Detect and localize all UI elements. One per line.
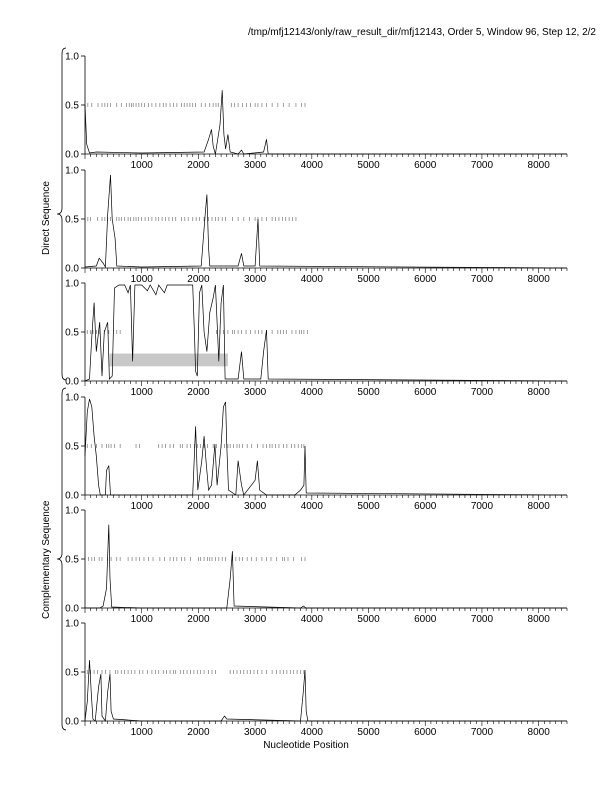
x-tick-label: 2000 (187, 160, 210, 171)
y-tick-label: 1.0 (65, 392, 79, 404)
series-line (85, 90, 567, 154)
x-tick-label: 7000 (470, 727, 494, 738)
x-tick-label: 5000 (357, 501, 380, 512)
y-tick-label: 1.0 (65, 505, 79, 517)
series-line (85, 525, 567, 608)
x-tick-label: 2000 (187, 387, 210, 398)
x-tick-label: 6000 (414, 160, 437, 171)
y-tick-label: 0.0 (65, 149, 79, 161)
x-tick-label: 6000 (414, 274, 437, 285)
x-tick-label: 7000 (470, 501, 494, 512)
x-tick-label: 6000 (414, 387, 437, 398)
x-tick-label: 7000 (470, 274, 494, 285)
x-tick-label: 2000 (187, 727, 210, 738)
x-tick-label: 3000 (243, 501, 267, 512)
x-tick-label: 1000 (130, 160, 153, 171)
y-tick-label: 0.0 (65, 603, 79, 615)
header-path: /tmp/mfj12143/only/raw_result_dir/mfj12143, Order 5, Window 96, Step 12, 2/2 (248, 27, 596, 38)
y-tick-label: 0.0 (65, 263, 79, 275)
x-tick-label: 5000 (357, 274, 380, 285)
y-tick-label: 0.5 (65, 667, 79, 679)
x-tick-label: 7000 (470, 614, 494, 625)
x-tick-label: 3000 (243, 387, 267, 398)
y-tick-label: 0.5 (65, 100, 79, 112)
series-line (85, 660, 567, 721)
x-tick-label: 4000 (300, 501, 323, 512)
y-tick-label: 0.0 (65, 376, 79, 388)
x-tick-label: 5000 (357, 387, 380, 398)
x-tick-label: 1000 (130, 727, 153, 738)
series-line (85, 175, 567, 268)
y-tick-label: 0.5 (65, 327, 79, 339)
group-label-complementary: Complementary Sequence (41, 500, 52, 619)
y-tick-label: 0.5 (65, 214, 79, 226)
x-tick-label: 4000 (300, 614, 323, 625)
x-tick-label: 3000 (243, 614, 267, 625)
y-tick-label: 1.0 (65, 165, 79, 177)
y-tick-label: 1.0 (65, 51, 79, 63)
x-tick-label: 5000 (357, 614, 380, 625)
x-tick-label: 6000 (414, 501, 437, 512)
x-tick-label: 6000 (414, 614, 437, 625)
x-tick-label: 7000 (470, 160, 494, 171)
y-tick-label: 0.0 (65, 716, 79, 728)
x-tick-label: 6000 (414, 727, 437, 738)
x-tick-label: 8000 (527, 614, 550, 625)
series-line (85, 399, 567, 495)
x-tick-label: 8000 (527, 274, 550, 285)
x-tick-label: 8000 (527, 501, 550, 512)
x-tick-label: 4000 (300, 160, 323, 171)
x-tick-label: 2000 (187, 614, 210, 625)
x-tick-label: 7000 (470, 387, 494, 398)
group-label-direct: Direct Sequence (41, 181, 52, 255)
x-tick-label: 2000 (187, 501, 210, 512)
x-tick-label: 8000 (527, 160, 550, 171)
x-tick-label: 1000 (130, 274, 153, 285)
x-tick-label: 1000 (130, 501, 153, 512)
series-line (85, 285, 567, 381)
x-tick-label: 3000 (243, 727, 267, 738)
x-tick-label: 3000 (243, 160, 267, 171)
x-axis-label: Nucleotide Position (263, 740, 349, 751)
x-tick-label: 2000 (187, 274, 210, 285)
y-tick-label: 0.0 (65, 490, 79, 502)
y-tick-label: 0.5 (65, 441, 79, 453)
x-tick-label: 4000 (300, 727, 323, 738)
x-tick-label: 5000 (357, 160, 380, 171)
x-tick-label: 8000 (527, 727, 550, 738)
x-tick-label: 1000 (130, 614, 153, 625)
y-tick-label: 1.0 (65, 278, 79, 290)
y-tick-label: 1.0 (65, 618, 79, 630)
x-tick-label: 8000 (527, 387, 550, 398)
highlight-region (109, 354, 228, 367)
x-tick-label: 5000 (357, 727, 380, 738)
x-tick-label: 1000 (130, 387, 153, 398)
y-tick-label: 0.5 (65, 554, 79, 566)
x-tick-label: 4000 (300, 274, 323, 285)
x-tick-label: 4000 (300, 387, 323, 398)
x-tick-label: 3000 (243, 274, 267, 285)
